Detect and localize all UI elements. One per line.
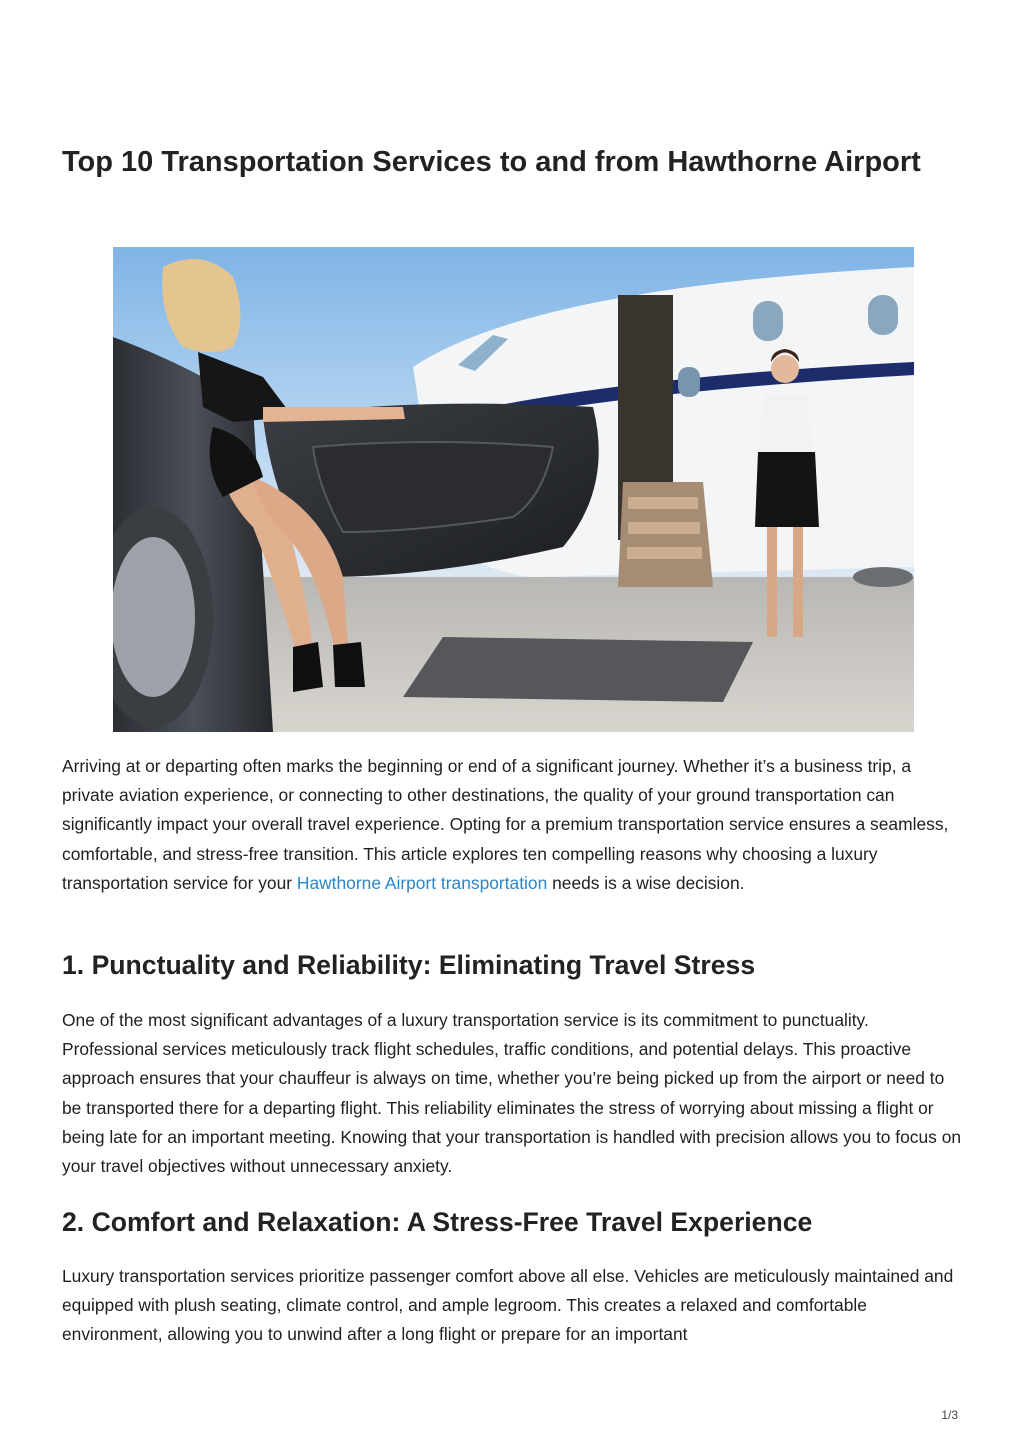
hawthorne-airport-transportation-link[interactable]: Hawthorne Airport transportation <box>296 872 548 893</box>
page-number: 1/3 <box>941 1408 958 1422</box>
section-body-1: One of the most significant advantages of a luxury transportation service is its commitment to punctuality. Professional services meticulously track flight schedules, traffic conditions, and potential delays. This proactive approach ensures that your chauffeur is always on time, whether you’re being picked up from the airport or need to be transported there for a departing flight. This reliability eliminates the stress of worrying about missing a flight or being late for an important meeting. Knowing that your transportation is handled with precision allows you to focus on your travel objectives without unnecessary anxiety. <box>62 1010 962 1177</box>
intro-text: Arriving at or departing often marks the beginning or end of a significant journey. Whether it’s a business trip, a private aviation experience, or connecting to other destinations, the quality of your ground transportation can significantly impact your overall travel experience. Opting for a premium transportation service ensures a seamless, comfortable, and stress-free transition. This article explores ten compelling reasons why choosing a luxury transportation service for your <box>62 756 949 893</box>
intro-text-end: needs is a wise decision. <box>547 872 745 893</box>
hero-image <box>113 247 914 732</box>
intro-paragraph <box>62 752 967 898</box>
section-heading-2: 2. Comfort and Relaxation: A Stress-Free Travel Experience <box>62 1207 813 1237</box>
page-title: Top 10 Transportation Services to and from Hawthorne Airport <box>62 146 921 178</box>
section-body-2: Luxury transportation services prioritize passenger comfort above all else. Vehicles are meticulously maintained and equipped with plush seating, climate control, and ample legroom. This creates a relaxed and comfortable environment, allowing you to unwind after a long flight or prepare for an important <box>62 1266 954 1345</box>
section-heading-1: 1. Punctuality and Reliability: Eliminating Travel Stress <box>62 950 756 980</box>
